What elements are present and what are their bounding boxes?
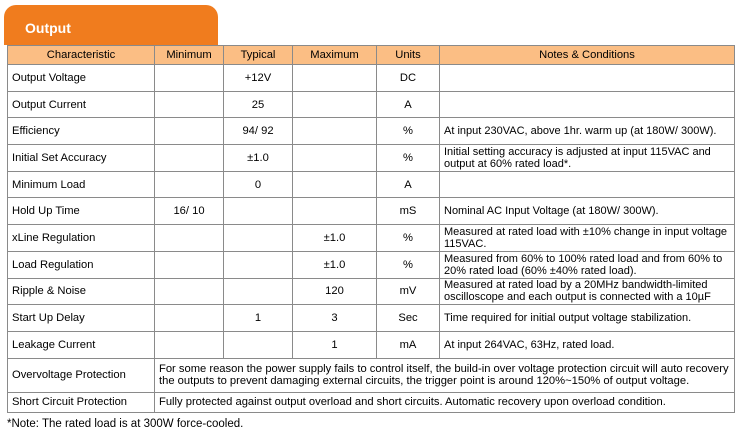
- cell-characteristic: Overvoltage Protection: [8, 358, 155, 392]
- cell-notes: Time required for initial output voltage stabilization.: [440, 305, 735, 332]
- cell-minimum: [155, 145, 224, 172]
- cell-characteristic: Output Voltage: [8, 65, 155, 92]
- cell-units: mS: [377, 198, 440, 225]
- cell-maximum: [293, 91, 377, 118]
- cell-characteristic: Minimum Load: [8, 171, 155, 198]
- section-tab: [4, 5, 218, 45]
- column-header-typical: Typical: [224, 46, 293, 65]
- cell-minimum: [155, 171, 224, 198]
- cell-typical: 1: [224, 305, 293, 332]
- cell-characteristic: Ripple & Noise: [8, 278, 155, 305]
- section-title: Output: [25, 20, 71, 36]
- cell-typical: 25: [224, 91, 293, 118]
- cell-minimum: [155, 278, 224, 305]
- cell-notes: At input 264VAC, 63Hz, rated load.: [440, 331, 735, 358]
- cell-notes: Measured from 60% to 100% rated load and from 60% to 20% rated load (60% ±40% rated load).: [440, 251, 735, 278]
- cell-minimum: [155, 118, 224, 145]
- cell-description: For some reason the power supply fails to control itself, the build-in over voltage protection circuit will auto recovery the outputs to prevent damaging external circuits, the trigger point is around 120%~150% of output voltage.: [155, 358, 735, 392]
- cell-typical: [224, 331, 293, 358]
- column-header-characteristic: Characteristic: [8, 46, 155, 65]
- cell-typical: 0: [224, 171, 293, 198]
- table-row: [8, 118, 735, 145]
- table-row: [8, 331, 735, 358]
- cell-characteristic: Hold Up Time: [8, 198, 155, 225]
- cell-maximum: [293, 65, 377, 92]
- table-row: [8, 251, 735, 278]
- cell-maximum: ±1.0: [293, 251, 377, 278]
- cell-units: A: [377, 91, 440, 118]
- table-row-wide: [8, 358, 735, 392]
- table-row: [8, 65, 735, 92]
- column-header-minimum: Minimum: [155, 46, 224, 65]
- cell-units: mA: [377, 331, 440, 358]
- cell-minimum: [155, 251, 224, 278]
- cell-characteristic: Leakage Current: [8, 331, 155, 358]
- cell-typical: [224, 278, 293, 305]
- cell-typical: +12V: [224, 65, 293, 92]
- cell-units: mV: [377, 278, 440, 305]
- cell-characteristic: Efficiency: [8, 118, 155, 145]
- cell-typical: ±1.0: [224, 145, 293, 172]
- cell-typical: 94/ 92: [224, 118, 293, 145]
- cell-units: A: [377, 171, 440, 198]
- cell-units: %: [377, 251, 440, 278]
- cell-units: %: [377, 118, 440, 145]
- table-row: [8, 305, 735, 332]
- cell-minimum: [155, 91, 224, 118]
- table-row: [8, 91, 735, 118]
- cell-characteristic: Output Current: [8, 91, 155, 118]
- cell-notes: Measured at rated load by a 20MHz bandwidth-limited oscilloscope and each output is connected with a 10µF: [440, 278, 735, 305]
- cell-characteristic: Initial Set Accuracy: [8, 145, 155, 172]
- cell-maximum: ±1.0: [293, 225, 377, 252]
- cell-notes: [440, 65, 735, 92]
- cell-units: %: [377, 145, 440, 172]
- cell-characteristic: xLine Regulation: [8, 225, 155, 252]
- cell-maximum: 1: [293, 331, 377, 358]
- cell-notes: At input 230VAC, above 1hr. warm up (at 180W/ 300W).: [440, 118, 735, 145]
- cell-maximum: [293, 198, 377, 225]
- column-header-maximum: Maximum: [293, 46, 377, 65]
- cell-typical: [224, 251, 293, 278]
- cell-notes: Nominal AC Input Voltage (at 180W/ 300W).: [440, 198, 735, 225]
- table-row: [8, 225, 735, 252]
- table-row: [8, 145, 735, 172]
- cell-notes: Measured at rated load with ±10% change in input voltage 115VAC.: [440, 225, 735, 252]
- cell-minimum: [155, 305, 224, 332]
- cell-maximum: [293, 118, 377, 145]
- cell-minimum: [155, 225, 224, 252]
- cell-minimum: [155, 331, 224, 358]
- cell-minimum: 16/ 10: [155, 198, 224, 225]
- cell-notes: [440, 91, 735, 118]
- table-row: [8, 171, 735, 198]
- cell-typical: [224, 225, 293, 252]
- table-row: [8, 198, 735, 225]
- column-header-notes: Notes & Conditions: [440, 46, 735, 65]
- cell-units: DC: [377, 65, 440, 92]
- table-row-wide: [8, 392, 735, 412]
- cell-maximum: 120: [293, 278, 377, 305]
- table-row: [8, 278, 735, 305]
- column-header-units: Units: [377, 46, 440, 65]
- cell-characteristic: Load Regulation: [8, 251, 155, 278]
- cell-maximum: [293, 145, 377, 172]
- cell-units: Sec: [377, 305, 440, 332]
- cell-characteristic: Start Up Delay: [8, 305, 155, 332]
- footnote: *Note: The rated load is at 300W force-cooled.: [7, 418, 244, 430]
- cell-notes: Initial setting accuracy is adjusted at input 115VAC and output at 60% rated load*.: [440, 145, 735, 172]
- cell-units: %: [377, 225, 440, 252]
- cell-description: Fully protected against output overload and short circuits. Automatic recovery upon overload condition.: [155, 392, 735, 412]
- table-header-row: [8, 46, 735, 65]
- cell-characteristic: Short Circuit Protection: [8, 392, 155, 412]
- cell-typical: [224, 198, 293, 225]
- cell-maximum: 3: [293, 305, 377, 332]
- cell-minimum: [155, 65, 224, 92]
- cell-maximum: [293, 171, 377, 198]
- cell-notes: [440, 171, 735, 198]
- output-spec-table: [7, 45, 735, 413]
